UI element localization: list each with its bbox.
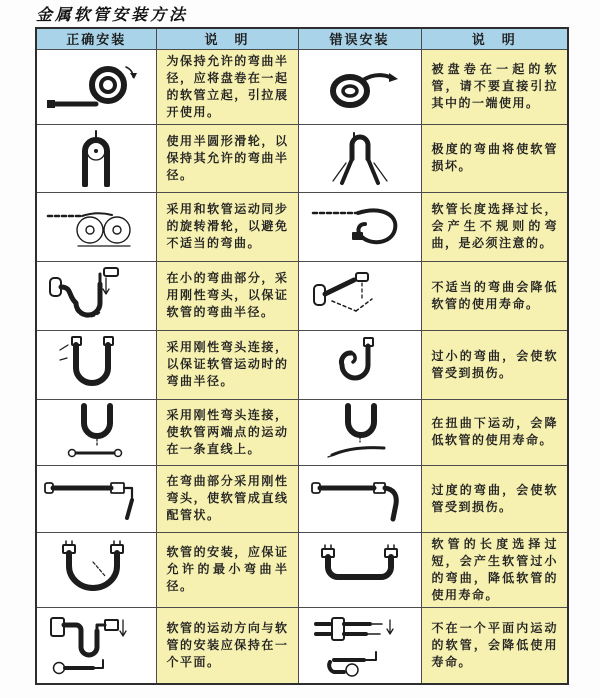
table-row: [36, 330, 568, 399]
correct-description: 软管的运动方向与软管的安装应保持在一个平面。: [156, 607, 298, 684]
wrong-image-cell: [298, 192, 421, 261]
correct-description: 软管的安装，应保证允许的最小弯曲半径。: [156, 532, 298, 607]
correct-description: 采用和软管运动同步的旋转滑轮，以避免不适当的弯曲。: [156, 192, 298, 261]
table-header-row: [36, 28, 568, 49]
wrong-description: 在扭曲下运动，会降低软管的使用寿命。: [421, 399, 568, 465]
correct-description: 使用半圆形滑轮，以保持其允许的弯曲半径。: [156, 124, 298, 192]
wrong-description: 被盘卷在一起的软管，请不要直接引拉其中的一端使用。: [421, 49, 568, 124]
straight-hose-rigid-elbow-illustration: [41, 471, 151, 527]
rigid-elbow-u-loop-illustration: [42, 334, 150, 396]
hose-motion-out-of-plane-illustration: [308, 612, 412, 678]
hose-too-short-flat-u-illustration: [308, 541, 412, 599]
wrong-image-cell: [298, 607, 421, 684]
correct-image-cell: [36, 532, 156, 607]
header-wrong-install: 错误安装: [298, 28, 421, 49]
wrong-image-cell: [298, 399, 421, 465]
rigid-elbow-small-bend-illustration: [42, 266, 150, 326]
correct-image-cell: [36, 192, 156, 261]
correct-description: 采用刚性弯头连接，以保证软管运动时的弯曲半径。: [156, 330, 298, 399]
hose-extremely-bent-illustration: [308, 129, 412, 187]
wrong-image-cell: [298, 124, 421, 192]
table-row: [36, 532, 568, 607]
hose-on-rotating-pulleys-illustration: [42, 198, 150, 256]
wrong-description: 极度的弯曲将使软管损坏。: [421, 124, 568, 192]
table-row: [36, 399, 568, 465]
correct-image-cell: [36, 607, 156, 684]
header-correct-install: 正确安装: [36, 28, 156, 49]
correct-image-cell: [36, 124, 156, 192]
coiled-hose-stood-upright-illustration: [42, 58, 150, 116]
wrong-description: 过小的弯曲，会使软管受到损伤。: [421, 330, 568, 399]
u-loop-twisted-motion-illustration: [308, 403, 412, 461]
correct-description: 采用刚性弯头连接，使软管两端点的运动在一条直线上。: [156, 399, 298, 465]
wide-u-minimum-bend-radius-illustration: [42, 540, 150, 600]
hose-installation-table: [35, 27, 569, 685]
straight-hose-overbent-end-illustration: [308, 471, 412, 527]
hose-motion-in-one-plane-illustration: [41, 612, 151, 678]
table-row: [36, 49, 568, 124]
hose-too-long-irregular-loop-illustration: [308, 198, 412, 256]
wrong-image-cell: [298, 49, 421, 124]
header-description-1: 说 明: [156, 28, 298, 49]
correct-image-cell: [36, 399, 156, 465]
correct-image-cell: [36, 261, 156, 330]
correct-image-cell: [36, 465, 156, 532]
hose-bend-too-small-hook-illustration: [308, 335, 412, 395]
hose-over-semicircular-pulley-illustration: [42, 129, 150, 187]
table-row: [36, 124, 568, 192]
table-row: [36, 607, 568, 684]
correct-description: 在小的弯曲部分，采用刚性弯头，以保证软管的弯曲半径。: [156, 261, 298, 330]
wrong-description: 软管长度选择过长，会产生不规则的弯曲，是必须注意的。: [421, 192, 568, 261]
table-row: [36, 261, 568, 330]
wrong-image-cell: [298, 261, 421, 330]
wrong-description: 不在一个平面内运动的软管，会降低使用寿命。: [421, 607, 568, 684]
wrong-image-cell: [298, 330, 421, 399]
wrong-description: 过度的弯曲，会使软管受到损伤。: [421, 465, 568, 532]
wrong-description: 不适当的弯曲会降低软管的使用寿命。: [421, 261, 568, 330]
correct-image-cell: [36, 49, 156, 124]
correct-image-cell: [36, 330, 156, 399]
correct-description: 为保持允许的弯曲半径，应将盘卷在一起的软管立起，引拉展开使用。: [156, 49, 298, 124]
correct-description: 在弯曲部分采用刚性弯头，使软管成直线配管状。: [156, 465, 298, 532]
u-loop-motion-in-line-illustration: [42, 403, 150, 461]
coiled-hose-end-pulled-illustration: [308, 58, 412, 116]
wrong-description: 软管的长度选择过短，会产生软管过小的弯曲，降低软管的使用寿命。: [421, 532, 568, 607]
table-row: [36, 192, 568, 261]
improper-sharp-bend-illustration: [308, 267, 412, 325]
page-title: 金属软管安装方法: [36, 5, 189, 24]
table-row: [36, 465, 568, 532]
wrong-image-cell: [298, 465, 421, 532]
header-description-2: 说 明: [421, 28, 568, 49]
wrong-image-cell: [298, 532, 421, 607]
